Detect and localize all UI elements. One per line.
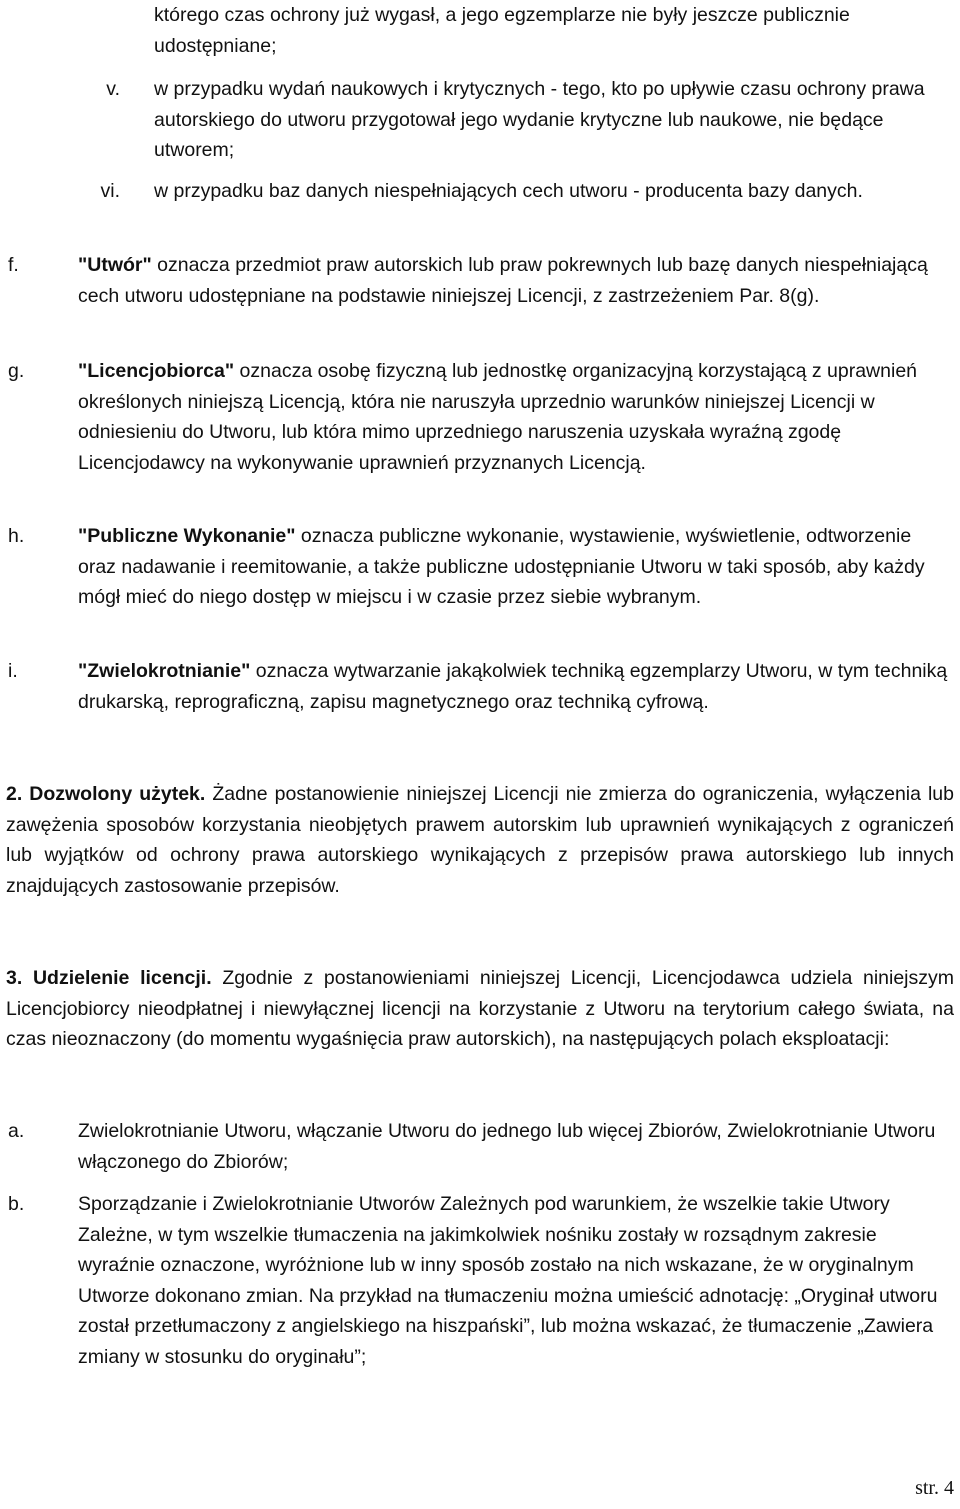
definition-body: oznacza osobę fizyczną lub jednostkę organizacyjną korzystającą z uprawnień określonych niniejszą Licencją, która nie naruszyła uprzednio warunków niniejszej Licencji w odniesieniu do Utworu, lub która mimo uprzedniego naruszenia uzyskała wyraźną zgodę Licencjodawcy na wykonywanie uprawnień przyznanych Licencją. [78, 360, 918, 474]
definition-body: oznacza wytwarzanie jakąkolwiek techniką egzemplarzy Utworu, w tym techniką drukarską, reprograficzną, zapisu magnetycznego oraz techniką cyfrową. [78, 660, 948, 713]
section-udzielenie-licencji [6, 963, 954, 1055]
definition-letter: h. [8, 525, 25, 547]
sub-item-text: którego czas ochrony już wygasł, a jego egzemplarze nie były jeszcze publicznie udostępniane; [154, 4, 850, 57]
definition-letter: g. [8, 360, 25, 382]
sub-item-number: v. [106, 78, 120, 100]
sub-item-text: w przypadku wydań naukowych i krytycznych - tego, kto po upływie czasu ochrony prawa autorskiego do utworu przygotował jego wydanie krytyczne lub naukowe, nie będące utworem; [154, 78, 925, 161]
section-heading: 3. Udzielenie licencji. [6, 967, 212, 989]
definition-body: oznacza przedmiot praw autorskich lub praw pokrewnych lub bazę danych niespełniającą cech utworu udostępniane na podstawie niniejszej Licencji, z zastrzeżeniem Par. 8(g). [78, 254, 928, 307]
field-text: Sporządzanie i Zwielokrotnianie Utworów Zależnych pod warunkiem, że wszelkie takie Utwory Zależne, w tym wszelkie tłumaczenia na jakimkolwiek nośniku zostały w rozsądnym zakresie wyraźnie oznaczone, wyróżnione lub w inny sposób zostało na nich wskazane, że w oryginalnym Utworze dokonano zmian. Na przykład na tłumaczeniu można umieścić adnotację: „Oryginał utworu został przetłumaczony z angielskiego na hiszpański”, lub można wskazać, że tłumaczenie „Zawiera zmiany w stosunku do oryginału”; [78, 1193, 938, 1368]
definition-body: oznacza publiczne wykonanie, wystawienie, wyświetlenie, odtworzenie oraz nadawanie i reemitowanie, a także publiczne udostępnianie Utworu w taki sposób, aby każdy mógł mieć do niego dostęp w miejscu i w czasie przez siebie wybranym. [78, 525, 925, 608]
definition-text [78, 521, 948, 613]
definition-term: "Zwielokrotnianie" [78, 660, 251, 682]
sub-item-text: w przypadku baz danych niespełniających cech utworu - producenta bazy danych. [154, 180, 863, 202]
definition-text [78, 250, 948, 311]
section-text: Zgodnie z postanowieniami niniejszej Licencji, Licencjodawca udziela niniejszym Licencjobiorcy nieodpłatnej i niewyłącznej licencji na korzystanie z Utworu na terytorium całego świata, na czas nieoznaczony (do momentu wygaśnięcia praw autorskich), na następujących polach eksploatacji: [6, 967, 955, 1050]
section-heading: 2. Dozwolony użytek. [6, 783, 206, 805]
field-text: Zwielokrotnianie Utworu, włączanie Utworu do jednego lub więcej Zbiorów, Zwielokrotnianie Utworu włączonego do Zbiorów; [78, 1120, 936, 1173]
sub-item-number: vi. [100, 180, 120, 202]
definition-term: "Publiczne Wykonanie" [78, 525, 296, 547]
definition-term: "Licencjobiorca" [78, 360, 235, 382]
section-text: Żadne postanowienie niniejszej Licencji nie zmierza do ograniczenia, wyłączenia lub zawężenia sposobów korzystania nieobjętych prawem autorskim lub uprawnień wynikających z ograniczeń lub wyjątków od ochrony prawa autorskiego wynikających z przepisów prawa autorskiego lub innych znajdujących zastosowanie przepisów. [6, 783, 954, 897]
field-letter: a. [8, 1120, 25, 1142]
definition-text [78, 656, 948, 717]
page-number: str. 4 [915, 1477, 954, 1499]
section-dozwolony-uzytek [6, 779, 954, 901]
field-letter: b. [8, 1193, 25, 1215]
definition-letter: f. [8, 254, 19, 276]
definition-letter: i. [8, 660, 18, 682]
definition-text [78, 356, 948, 478]
definition-term: "Utwór" [78, 254, 152, 276]
